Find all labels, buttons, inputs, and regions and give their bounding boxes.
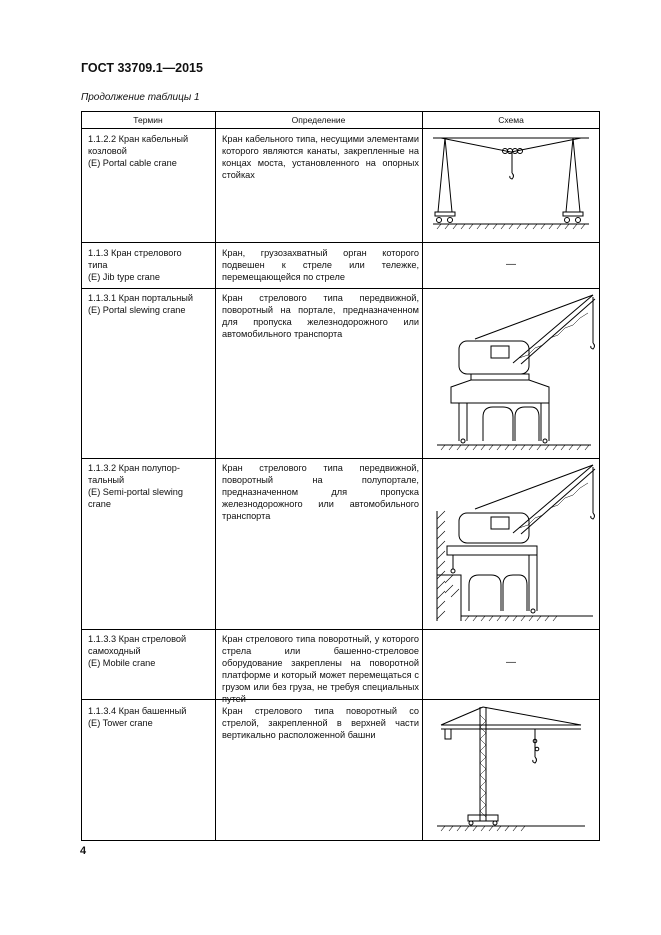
row-divider bbox=[81, 629, 600, 630]
column-header-scheme: Схема bbox=[498, 115, 524, 125]
term-cell: 1.1.3 Кран стрелового типа (E) Jib type crane bbox=[88, 248, 182, 282]
row-divider bbox=[81, 242, 600, 243]
term-cell: 1.1.3.3 Кран стреловой самоходный (E) Mobile crane bbox=[88, 634, 187, 668]
table-border bbox=[599, 111, 600, 841]
column-header-term: Термин bbox=[133, 115, 163, 125]
no-scheme-dash: — bbox=[506, 259, 516, 270]
portal-cable-crane-icon bbox=[431, 131, 591, 239]
definition-cell: Кран кабельного типа, несущими элементами которого являются канаты, закрепленные на концах моста, установленного на опорных стойках bbox=[222, 134, 419, 180]
table-border bbox=[81, 111, 600, 112]
definition-cell: Кран стрелового типа поворотный со стрелой, закрепленной в верхней части вертикально расположенной башни bbox=[222, 706, 419, 740]
row-divider bbox=[81, 288, 600, 289]
table-border bbox=[81, 840, 600, 841]
page-number: 4 bbox=[80, 845, 87, 857]
table-border bbox=[81, 111, 82, 841]
tower-crane-icon bbox=[431, 703, 591, 835]
column-divider bbox=[422, 111, 423, 841]
term-cell: 1.1.2.2 Кран кабельный козловой (E) Portal cable crane bbox=[88, 134, 189, 168]
term-cell: 1.1.3.4 Кран башенный (E) Tower crane bbox=[88, 706, 187, 728]
term-cell: 1.1.3.2 Кран полупор- тальный (E) Semi-portal slewing crane bbox=[88, 463, 183, 509]
definition-cell: Кран стрелового типа поворотный, у которого стрела или башенно-стреловое оборудование закреплены на поворотной платформе и который может перемещаться с грузом или без груза, не требуя специальных путей bbox=[222, 634, 419, 704]
definition-cell: Кран стрелового типа передвижной, поворотный на портале, предназначенном для пропуска железнодорожного или автомобильного транспорта bbox=[222, 293, 419, 339]
definition-cell: Кран, грузозахватный орган которого подвешен к стреле или тележке, перемещающейся по стреле bbox=[222, 248, 419, 282]
portal-slewing-crane-icon bbox=[431, 291, 596, 453]
table-caption: Продолжение таблицы 1 bbox=[81, 92, 200, 103]
column-header-definition: Определение bbox=[291, 115, 346, 125]
terms-table bbox=[81, 111, 600, 841]
column-divider bbox=[215, 111, 216, 841]
semi-portal-slewing-crane-icon bbox=[431, 461, 596, 623]
no-scheme-dash: — bbox=[506, 657, 516, 668]
standard-code: ГОСТ 33709.1—2015 bbox=[81, 61, 203, 75]
definition-cell: Кран стрелового типа передвижной, поворотный на полупортале, предназначенном для пропуска железнодорожного или автомобильного транспорта bbox=[222, 463, 419, 521]
row-divider bbox=[81, 128, 600, 129]
row-divider bbox=[81, 458, 600, 459]
term-cell: 1.1.3.1 Кран портальный (E) Portal slewing crane bbox=[88, 293, 194, 315]
